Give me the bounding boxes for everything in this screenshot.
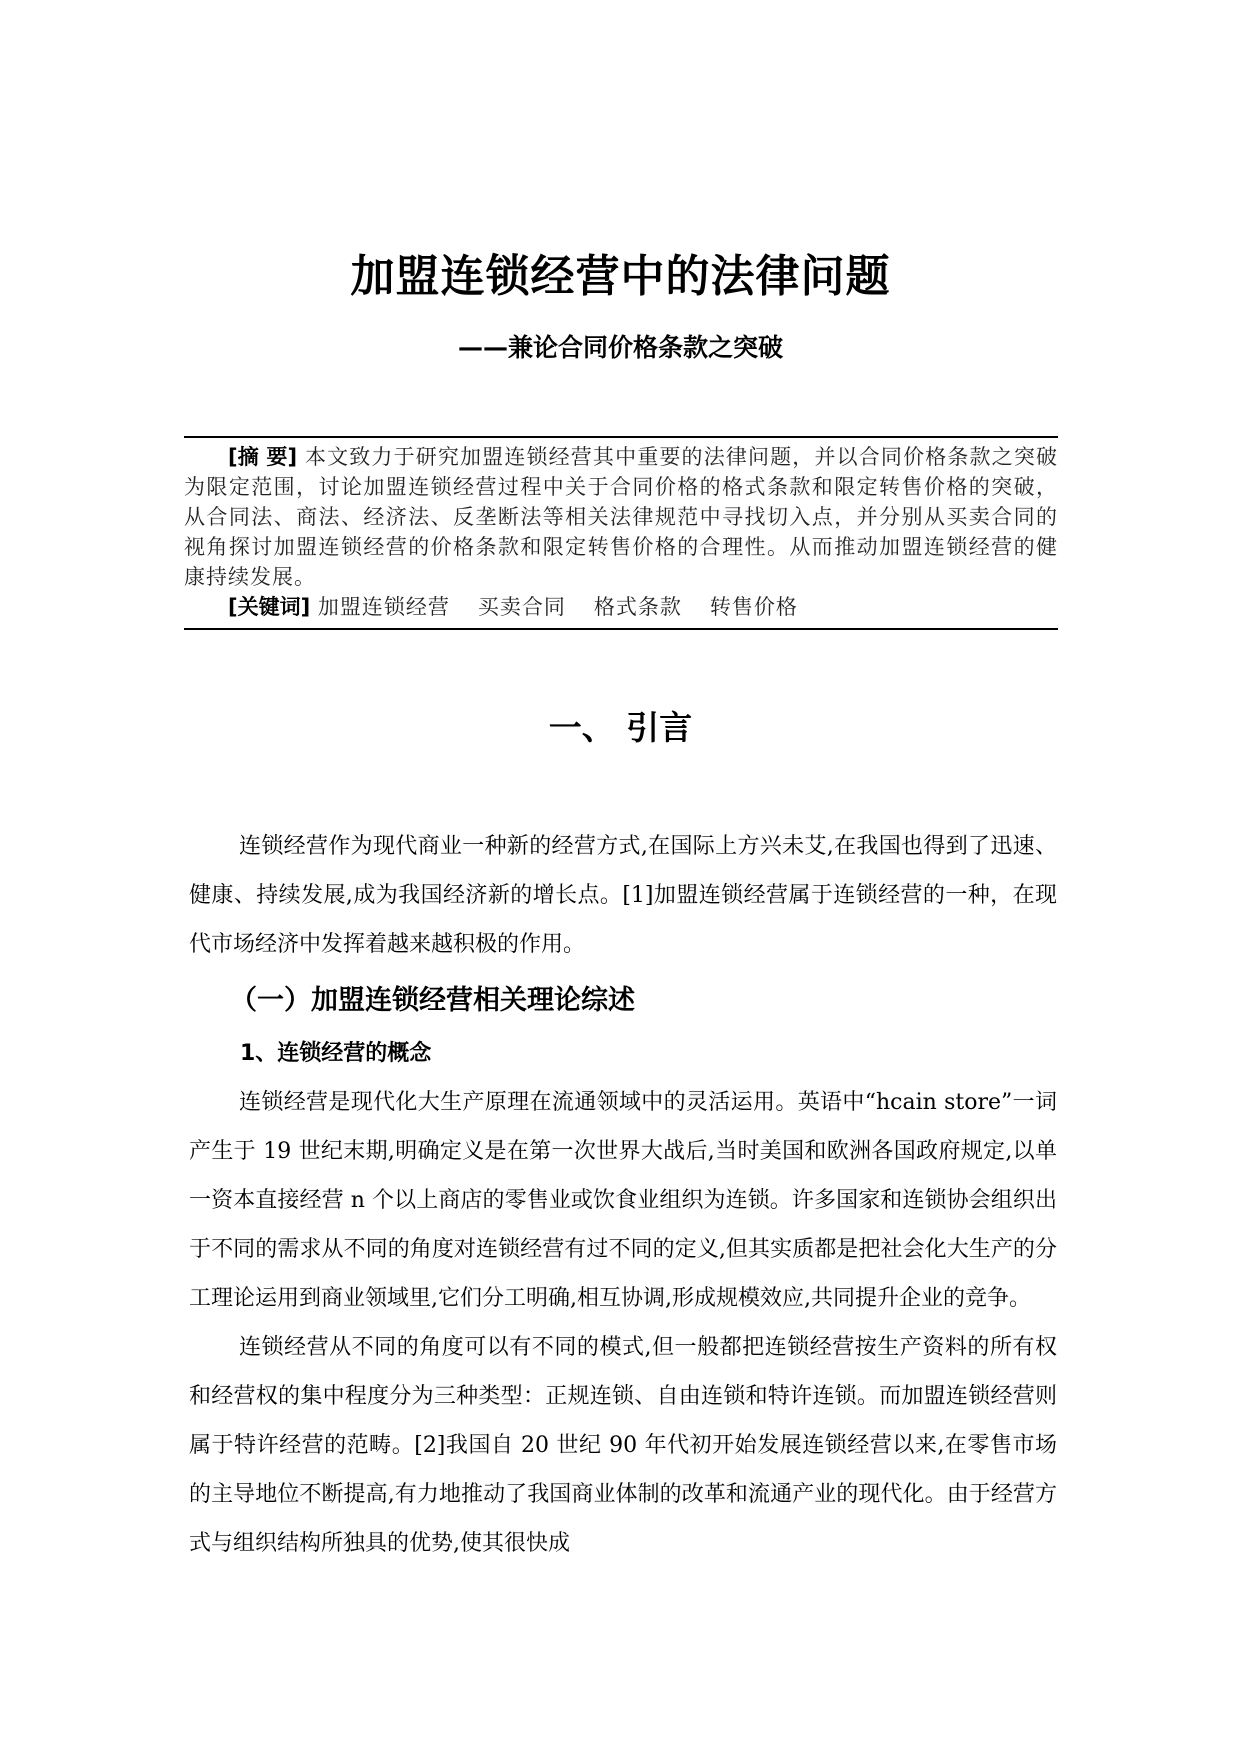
subsubsection-heading: 1、连锁经营的概念 — [240, 1041, 432, 1066]
abstract-text: 本文致力于研究加盟连锁经营其中重要的法律问题，并以合同价格条款之突破为限定范围，讨论加盟连锁经营过程中关于合同价格的格式条款和限定转售价格的突破，从合同法、商法、经济法、反垄断法等相关法律规范中寻找切入点，并分别从买卖合同的视角探讨加盟连锁经营的价格条款和限定转售价格的合理性。从而推动加盟连锁经营的健康持续发展。 — [184, 445, 1058, 589]
body-paragraph-1: 连锁经营是现代化大生产原理在流通领域中的灵活运用。英语中“hcain store”一词产生于 19 世纪末期,明确定义是在第一次世界大战后,当时美国和欧洲各国政府规定,以单一资本直接经营 n 个以上商店的零售业或饮食业组织为连锁。许多国家和连锁协会组织出于不同的需求从不同的角度对连锁经营有过不同的定义,但其实质都是把社会化大生产的分工理论运用到商业领域里,它们分工明确,相互协调,形成规模效应,共同提升企业的竞争。 — [189, 1090, 1057, 1311]
body-paragraph-2: 连锁经营从不同的角度可以有不同的模式,但一般都把连锁经营按生产资料的所有权和经营权的集中程度分为三种类型：正规连锁、自由连锁和特许连锁。而加盟连锁经营则属于特许经营的范畴。[2]我国自 20 世纪 90 年代初开始发展连锁经营以来,在零售市场的主导地位不断提高,有力地推动了我国商业体制的改革和流通产业的现代化。由于经营方式与组织结构所独具的优势,使其很快成 — [189, 1335, 1057, 1556]
abstract-box — [184, 436, 1058, 630]
keywords-label: [关键词] — [228, 595, 311, 619]
keywords-line — [184, 592, 1058, 622]
keyword-item: 买卖合同 — [477, 595, 566, 619]
abstract-label: [摘 要] — [228, 445, 298, 469]
keyword-item: 格式条款 — [593, 595, 682, 619]
section-heading: 一、 引言 — [548, 708, 693, 747]
document-title: 加盟连锁经营中的法律问题 — [350, 251, 891, 302]
keyword-item: 转售价格 — [709, 595, 798, 619]
subsection-heading: （一）加盟连锁经营相关理论综述 — [230, 985, 635, 1016]
body-block — [189, 1078, 1057, 1568]
intro-paragraph: 连锁经营作为现代商业一种新的经营方式,在国际上方兴未艾,在我国也得到了迅速、健康、持续发展,成为我国经济新的增长点。[1]加盟连锁经营属于连锁经营的一种，在现代市场经济中发挥着越来越积极的作用。 — [189, 834, 1057, 957]
document-subtitle: ——兼论合同价格条款之突破 — [457, 333, 783, 362]
keyword-item: 加盟连锁经营 — [317, 595, 450, 619]
abstract-paragraph — [184, 442, 1058, 592]
intro-block — [189, 822, 1057, 969]
